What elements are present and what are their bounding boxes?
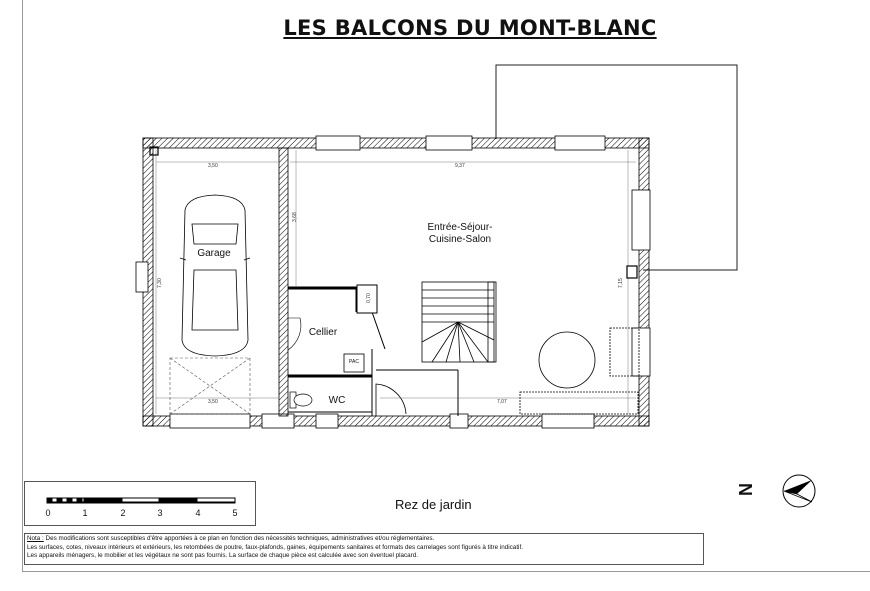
compass-icon bbox=[783, 475, 815, 507]
dim-bottom-right: 7,07 bbox=[497, 399, 507, 405]
door-swing-wc bbox=[376, 384, 406, 416]
note-line-2: Les surfaces, cotes, niveaux intérieurs et extérieurs, les retombées de poutre, faux-plafonds, gaines, équipements sanitaires et formats des carrelages sont figurés à titre indicatif. bbox=[27, 543, 523, 551]
level-label: Rez de jardin bbox=[395, 497, 472, 512]
carport-area bbox=[170, 358, 250, 414]
kitchen-counter bbox=[520, 328, 639, 414]
wall-marker bbox=[627, 266, 637, 278]
toilet bbox=[290, 392, 312, 408]
north-letter: N bbox=[736, 483, 756, 496]
door-swing-cellier bbox=[288, 318, 301, 350]
car-icon bbox=[180, 195, 250, 356]
room-label-garage: Garage bbox=[197, 248, 231, 259]
garage-partition bbox=[279, 148, 288, 416]
dim-interior-height: 3,68 bbox=[292, 212, 298, 222]
scale-label-3: 3 bbox=[157, 508, 163, 518]
note-line-1-text: Des modifications sont susceptibles d'être apportées à ce plan en fonction des nécessités techniques, administratives et/ou réglementaires. bbox=[43, 535, 435, 542]
dim-garage-depth: 7,30 bbox=[157, 278, 163, 288]
staircase bbox=[422, 282, 496, 362]
room-label-cellier: Cellier bbox=[308, 327, 338, 338]
note-line-3: Les appareils ménagers, le mobilier et les végétaux ne sont pas fournis. La surface de chaque pièce est calculée avec son éventuel placard. bbox=[27, 552, 418, 560]
dim-right-depth: 7,15 bbox=[618, 278, 624, 288]
outer-walls bbox=[143, 138, 649, 426]
room-label-wc: WC bbox=[328, 395, 346, 406]
disclaimer-note bbox=[24, 533, 704, 565]
dim-bottom-left: 3,50 bbox=[208, 399, 218, 405]
page-title: LES BALCONS DU MONT-BLANC bbox=[283, 16, 657, 40]
room-label-pac: PAC bbox=[349, 359, 359, 365]
dim-garage-width: 3,50 bbox=[208, 163, 218, 169]
scale-label-2: 2 bbox=[120, 508, 126, 518]
note-prefix: Nota : bbox=[27, 535, 44, 542]
dim-living-width: 9,37 bbox=[455, 163, 465, 169]
scale-label-1: 1 bbox=[82, 508, 88, 518]
windows bbox=[136, 136, 650, 428]
terrace-outline bbox=[496, 65, 737, 270]
scale-label-5: 5 bbox=[232, 508, 238, 518]
room-label-sejour-line2: Cuisine-Salon bbox=[428, 234, 492, 245]
garage-door-opening bbox=[170, 414, 250, 428]
dimension-lines bbox=[156, 150, 636, 414]
round-table bbox=[539, 332, 595, 388]
dim-closet-depth: 0,70 bbox=[366, 293, 372, 303]
scale-label-0: 0 bbox=[45, 508, 51, 518]
scale-box bbox=[24, 481, 256, 526]
scale-label-4: 4 bbox=[195, 508, 201, 518]
room-label-sejour-line1: Entrée-Séjour- bbox=[427, 222, 493, 233]
note-line-1 bbox=[27, 535, 701, 544]
